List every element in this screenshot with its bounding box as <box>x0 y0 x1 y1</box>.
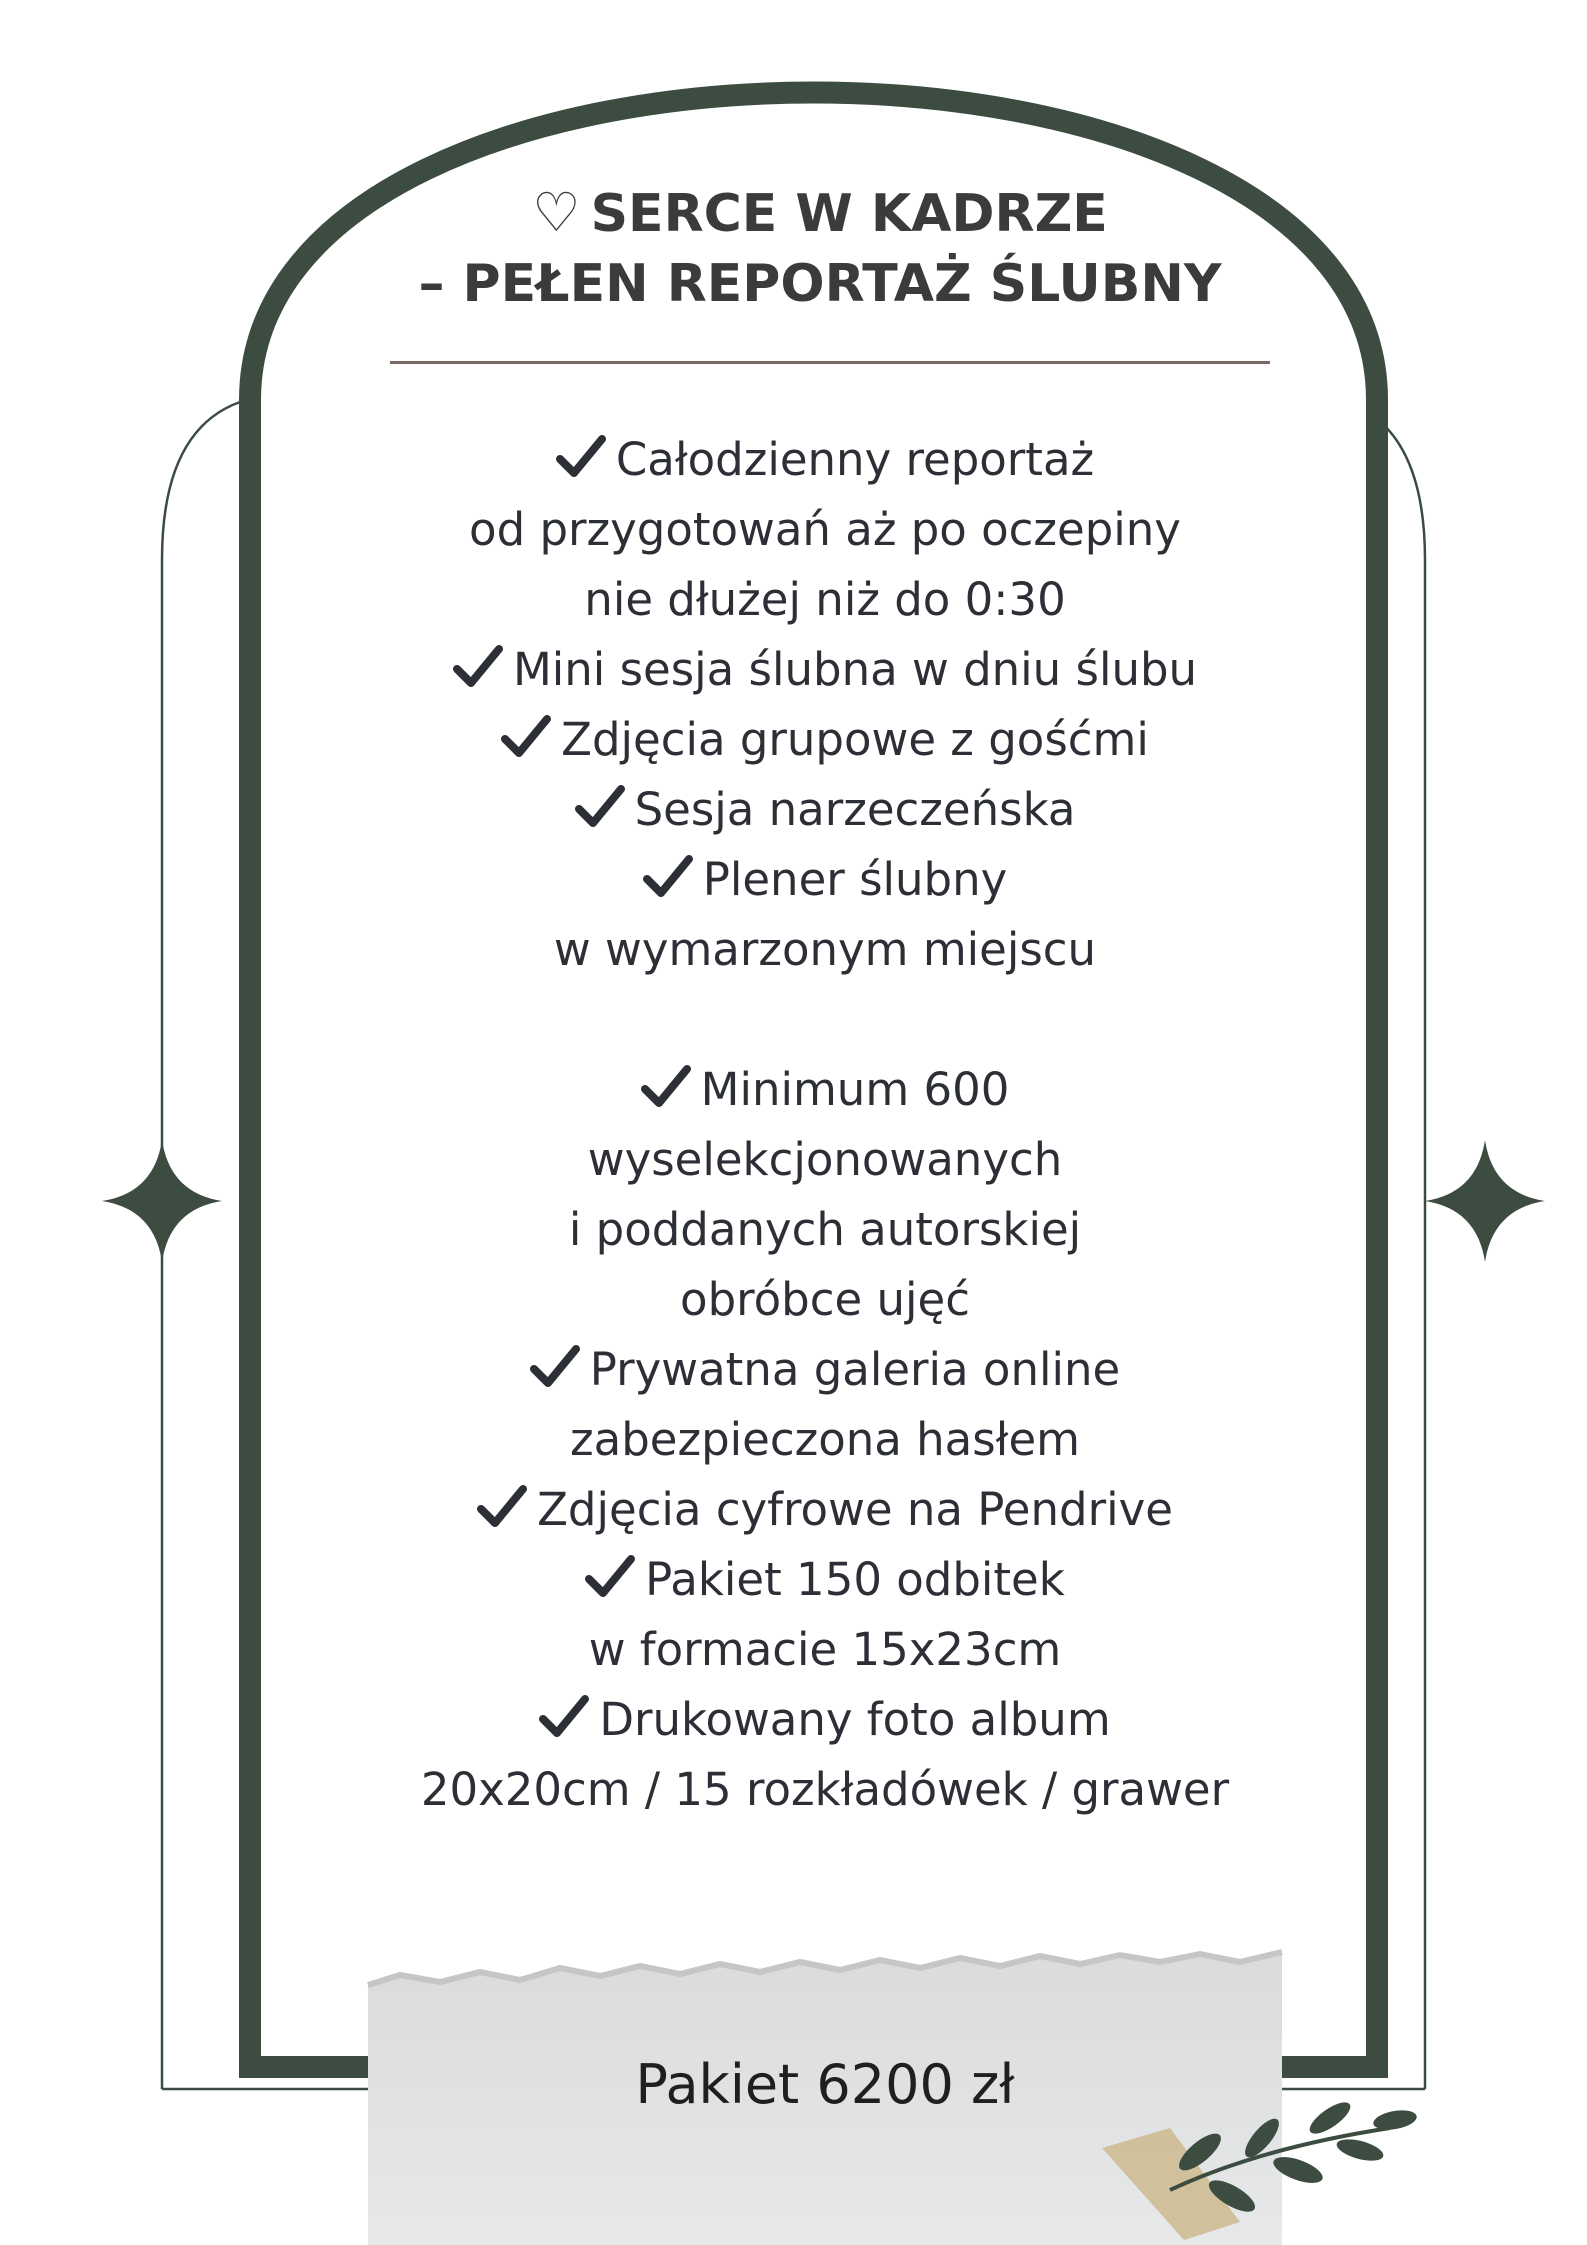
check-icon <box>643 849 693 895</box>
feature-text: Zdjęcia grupowe z gośćmi <box>561 713 1149 766</box>
feature-line <box>330 1125 1320 1195</box>
check-icon <box>501 709 551 755</box>
check-icon <box>585 1549 635 1595</box>
title-line-2: – PEŁEN REPORTAŻ ŚLUBNY <box>418 254 1222 314</box>
feature-text: wyselekcjonowanych <box>587 1133 1063 1186</box>
feature-text: nie dłużej niż do 0:30 <box>584 573 1066 626</box>
feature-text: Prywatna galeria online <box>589 1343 1121 1396</box>
feature-line <box>330 565 1320 635</box>
feature-line <box>330 635 1320 705</box>
title-line-1 <box>380 178 1260 249</box>
feature-text: od przygotowań aż po oczepiny <box>469 503 1181 556</box>
feature-line <box>330 425 1320 495</box>
feature-text: Plener ślubny <box>702 853 1008 906</box>
feature-line <box>330 1685 1320 1755</box>
feature-line <box>330 1335 1320 1405</box>
check-icon <box>641 1059 691 1105</box>
feature-text: Mini sesja ślubna w dniu ślubu <box>512 643 1198 696</box>
feature-text: Całodzienny reportaż <box>615 433 1095 486</box>
heart-outline-icon: ♡ <box>532 181 581 244</box>
feature-text: w wymarzonym miejscu <box>553 923 1097 976</box>
feature-line <box>330 1545 1320 1615</box>
check-icon <box>556 429 606 475</box>
feature-line <box>330 1615 1320 1685</box>
feature-text: Zdjęcia cyfrowe na Pendrive <box>537 1483 1173 1536</box>
check-icon <box>530 1339 580 1385</box>
check-icon <box>575 779 625 825</box>
feature-line <box>330 845 1320 915</box>
check-icon <box>477 1479 527 1525</box>
feature-line <box>330 1265 1320 1335</box>
feature-text: Drukowany foto album <box>599 1693 1111 1746</box>
feature-text: obróbce ujęć <box>680 1273 970 1326</box>
feature-line <box>330 705 1320 775</box>
feature-line <box>330 775 1320 845</box>
feature-line <box>330 1195 1320 1265</box>
feature-line <box>330 1405 1320 1475</box>
package-title <box>380 178 1260 319</box>
feature-line <box>330 1055 1320 1125</box>
feature-text: Pakiet 150 odbitek <box>645 1553 1065 1606</box>
title-divider <box>390 361 1270 364</box>
feature-group-spacer <box>330 985 1320 1055</box>
right-star-icon <box>1425 1140 1545 1262</box>
feature-text: zabezpieczona hasłem <box>570 1413 1080 1466</box>
check-icon <box>453 639 503 685</box>
feature-line <box>330 915 1320 985</box>
feature-text: 20x20cm / 15 rozkładówek / grawer <box>420 1763 1230 1816</box>
feature-line <box>330 1475 1320 1545</box>
check-icon <box>539 1689 589 1735</box>
feature-text: Sesja narzeczeńska <box>634 783 1076 836</box>
title-text-1: SERCE W KADRZE <box>590 184 1108 244</box>
outer-arch-line <box>162 402 240 2089</box>
feature-line <box>330 1755 1320 1825</box>
feature-line <box>330 495 1320 565</box>
feature-text: Minimum 600 <box>700 1063 1010 1116</box>
package-price: Pakiet 6200 zł <box>635 2053 1015 2116</box>
feature-text: w formacie 15x23cm <box>588 1623 1062 1676</box>
left-star-icon <box>102 1140 222 1262</box>
feature-list <box>330 425 1320 1825</box>
feature-text: i poddanych autorskiej <box>568 1203 1082 1256</box>
